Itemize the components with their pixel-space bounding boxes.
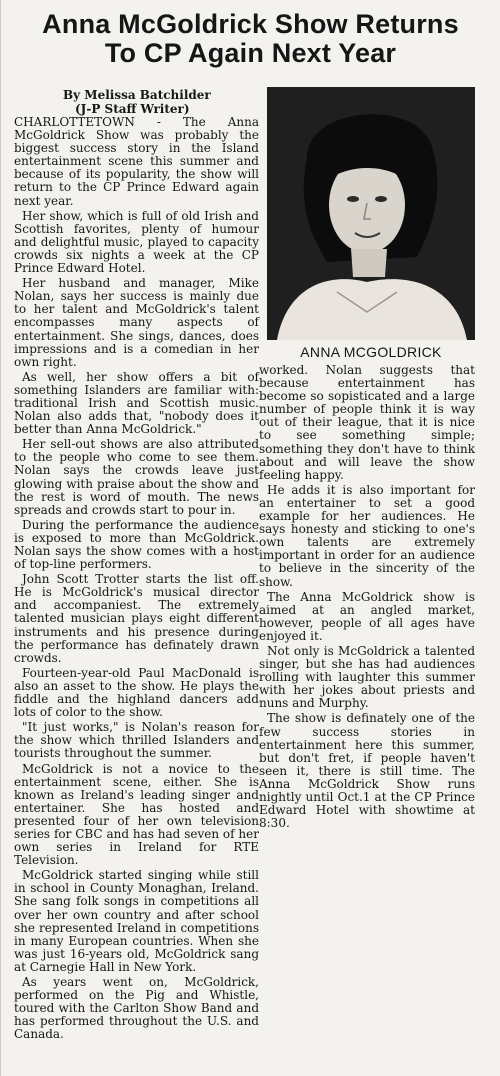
- paragraph: As well, her show offers a bit of something Islanders are familiar with: traditional Irish and Scottish music. Nolan also adds that, "nobody does it better than Anna McGoldrick.": [14, 369, 259, 437]
- photo-caption: ANNA MCGOLDRICK: [300, 344, 442, 360]
- paragraph: John Scott Trotter starts the list off. He is McGoldrick's musical director and accompaniest. The extremely talented musician plays eight different instruments and his presence during the performance has definately drawn crowds.: [14, 572, 259, 665]
- portrait-photo: [267, 87, 475, 340]
- article-column-left: [14, 116, 259, 1043]
- paragraph: "It just works," is Nolan's reason for the show which thrilled Islanders and tourists throughout the summer.: [14, 720, 259, 761]
- paragraph: Her show, which is full of old Irish and Scottish favorites, plenty of humour and delightful music, played to capacity crowds six nights a week at the CP Prince Edward Hotel.: [14, 208, 259, 276]
- paragraph: Not only is McGoldrick a talented singer, but she has had audiences rolling with laughter this summer with her jokes about priests and nuns and Murphy.: [259, 643, 475, 711]
- headline-line-2: To CP Again Next Year: [104, 38, 397, 68]
- paragraph: McGoldrick started singing while still in school in County Monaghan, Ireland. She sang folk songs in competitions all over her own country and after school she represented Ireland in competitions in many European countries. When she was just 16-years old, McGoldrick sang at Carnegie Hall in New York.: [14, 868, 259, 974]
- byline: [63, 88, 263, 116]
- paragraph: He adds it is also important for an entertainer to set a good example for her audiences. He says honesty and sticking to one's own talents are extremely important in order for an audience to believe in the sincerity of the show.: [259, 482, 475, 589]
- byline-role: (J-P Staff Writer): [75, 102, 190, 116]
- paragraph: As years went on, McGoldrick, performed on the Pig and Whistle, toured with the Carlton Show Band and has performed throughout the U.S. and Canada.: [14, 975, 259, 1042]
- article-column-right: [259, 364, 475, 832]
- paragraph: CHARLOTTETOWN - The Anna McGoldrick Show was probably the biggest success story in the Island entertainment scene this summer and because of its popularity, the show will return to the CP Prince Edward again next year.: [14, 115, 259, 208]
- paragraph: Her husband and manager, Mike Nolan, says her success is mainly due to her talent and McGoldrick's talent encompasses many aspects of entertainment. She sings, dances, does impressions and is a comedian in her own right.: [14, 276, 259, 369]
- paragraph: McGoldrick is not a novice to the entertainment scene, either. She is known as Ireland's leading singer and entertainer. She has hosted and presented four of her own television series for CBC and has had seven of her own series in Ireland for RTE Television.: [14, 761, 259, 868]
- paragraph: The show is definately one of the few success stories in entertainment here this summer, but don't fret, if people haven't seen it, there is still time. The Anna McGoldrick Show runs nightly until Oct.1 at the CP Prince Edward Hotel with showtime at 8:30.: [259, 711, 475, 831]
- paragraph: During the performance the audience is exposed to more than McGoldrick. Nolan says the show comes with a host of top-line performers.: [14, 517, 259, 572]
- paragraph: The Anna McGoldrick show is aimed at an angled market, however, people of all ages have enjoyed it.: [259, 589, 475, 643]
- headline: [7, 10, 494, 68]
- headline-line-1: Anna McGoldrick Show Returns: [42, 9, 459, 39]
- paragraph: worked. Nolan suggests that because entertainment has become so sopisticated and a large number of people think it is way out of their league, that it is nice to see something simple; something they don't have to think about and will leave the show feeling happy.: [259, 363, 475, 482]
- paragraph: Her sell-out shows are also attributed to the people who come to see them. Nolan says the crowds leave just glowing with praise about the show and the rest is word of mouth. The news spreads and crowds start to pour in.: [14, 437, 259, 517]
- paragraph: Fourteen-year-old Paul MacDonald is also an asset to the show. He plays the fiddle and the highland dancers add lots of color to the show.: [14, 665, 259, 720]
- portrait-image: [267, 87, 475, 340]
- byline-name: By Melissa Batchilder: [63, 88, 211, 102]
